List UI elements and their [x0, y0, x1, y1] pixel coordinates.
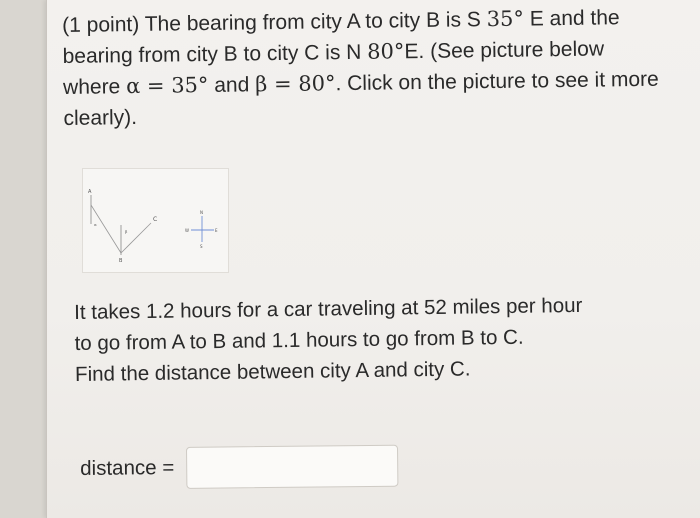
compass-s: S [200, 244, 203, 249]
label-b: B [119, 258, 123, 264]
compass-e: E [215, 228, 218, 233]
problem-text-4: and [208, 73, 256, 97]
compass-w: W [185, 228, 189, 233]
bearing-diagram-thumbnail[interactable] [82, 168, 229, 273]
problem-statement [62, 2, 664, 134]
info-line-2: to go from A to B and 1.1 hours to go from B to C. [74, 325, 524, 355]
label-c: C [153, 216, 158, 223]
problem-details [74, 289, 675, 390]
label-alpha: α [94, 222, 97, 227]
alpha-equation: α = 35° [125, 72, 209, 99]
beta-equation: β = 80° [254, 71, 336, 97]
info-line-3: Find the distance between city A and city C. [74, 357, 471, 386]
points-label: (1 point) [62, 12, 140, 37]
label-a: A [88, 189, 92, 195]
problem-text-1: The bearing from city A to city B is S [144, 8, 487, 36]
problem-text-3: E. (See picture below where [62, 37, 605, 99]
bearing-diagram [83, 169, 228, 272]
bearing-bc: 80° [367, 39, 405, 64]
info-line-1: It takes 1.2 hours for a car traveling at 52 miles per hour [74, 293, 583, 324]
label-beta: β [125, 229, 128, 234]
path-ab [91, 205, 121, 253]
distance-input[interactable] [186, 445, 398, 489]
problem-text-5: . Click on the picture to see it more clearly). [63, 67, 659, 130]
bearing-ab: 35° [486, 6, 525, 32]
problem-text-2: E and the bearing from city B to city C is N [62, 6, 620, 68]
distance-label: distance = [80, 456, 175, 480]
compass-n: N [200, 210, 203, 215]
answer-row [80, 445, 398, 490]
path-bc [121, 223, 151, 253]
